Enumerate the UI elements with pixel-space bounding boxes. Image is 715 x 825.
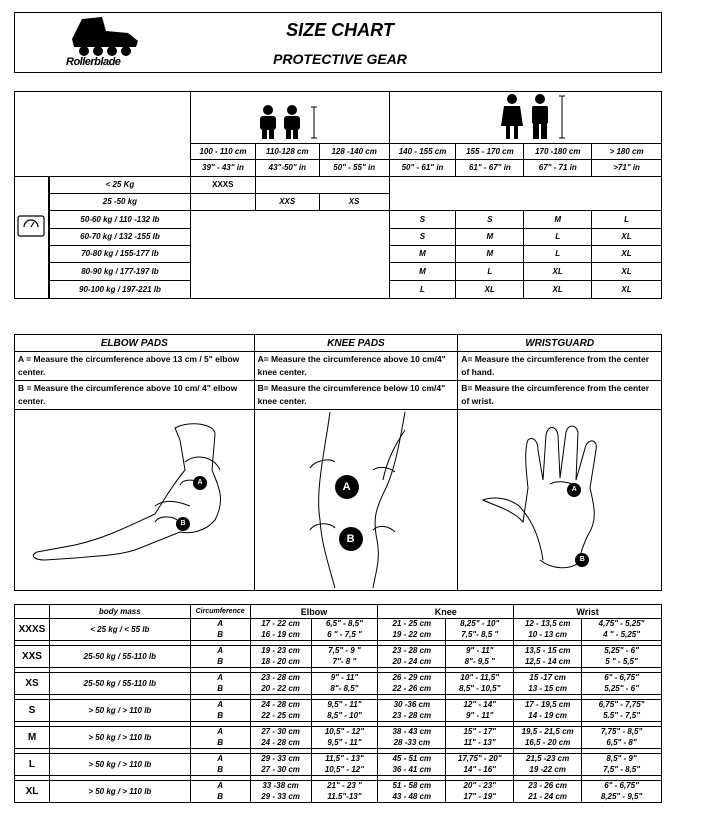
size-cell: XXXS (190, 177, 255, 194)
body-mass-cell: < 25 kg / < 55 lb (49, 619, 190, 641)
height-cm-cell: 170 -180 cm (524, 144, 592, 160)
size-cell: XXS (255, 194, 319, 211)
measurement-cell: 7,75" - 8,5" (582, 727, 662, 738)
size-cell: XL (592, 263, 662, 281)
size-label: M (15, 727, 50, 749)
measurement-cell: 10" - 11,5" (446, 673, 514, 684)
measurement-cell: 9" - 11" (446, 711, 514, 722)
skate-icon (62, 17, 152, 57)
size-cell: M (456, 229, 524, 246)
measurement-cell: 10,5" - 12" (311, 727, 378, 738)
weight-label: 25 -50 kg (50, 194, 191, 211)
height-cm-cell: 100 - 110 cm (191, 144, 256, 160)
measurement-cell: 24 - 28 cm (250, 700, 311, 711)
size-measurement-table (14, 604, 662, 803)
col-circumference: Circumference (190, 605, 250, 619)
size-label: S (15, 700, 50, 722)
col-elbow: Elbow (250, 605, 378, 619)
measurement-cell: 18 - 20 cm (250, 657, 311, 668)
size-label: XXS (15, 646, 50, 668)
size-cell: M (389, 263, 456, 281)
empty-cell (255, 177, 389, 194)
measurement-cell: 17 - 19,5 cm (514, 700, 582, 711)
measurement-cell: 21,5 -23 cm (514, 754, 582, 765)
circumference-label: A (190, 619, 250, 630)
measurement-cell: 8"- 9,5 " (446, 657, 514, 668)
measurement-cell: 15 -17 cm (514, 673, 582, 684)
size-label: L (15, 754, 50, 776)
page-title: SIZE CHART (286, 20, 394, 40)
size-cell: XL (592, 246, 662, 263)
measurement-cell: 23 - 26 cm (514, 781, 582, 792)
measurement-cell: 12,5 - 14 cm (514, 657, 582, 668)
height-table (190, 143, 662, 177)
measurement-cell: 7,5" - 9 " (311, 646, 378, 657)
size-cell: XL (592, 229, 662, 246)
height-in-cell: 43"-50" in (255, 160, 319, 177)
measurement-cell: 19 - 22 cm (378, 630, 446, 641)
size-cell: M (389, 246, 456, 263)
measurement-cell: 6" - 6,75" (582, 673, 662, 684)
circumference-label: A (190, 727, 250, 738)
measurement-cell: 45 - 51 cm (378, 754, 446, 765)
measurement-cell: 30 -36 cm (378, 700, 446, 711)
measurement-cell: 19 - 23 cm (250, 646, 311, 657)
rollerblade-logo (62, 17, 152, 69)
table-row (15, 619, 662, 630)
table-row (15, 646, 662, 657)
measurement-cell: 11" - 13" (446, 738, 514, 749)
size-cell: S (389, 229, 456, 246)
col-wrist: Wrist (514, 605, 662, 619)
circumference-label: B (190, 765, 250, 776)
size-cell: XL (456, 281, 524, 299)
measurement-cell: 23 - 28 cm (378, 646, 446, 657)
weight-label: 80-90 kg / 177-197 lb (50, 263, 191, 281)
circumference-label: A (190, 700, 250, 711)
height-cm-cell: > 180 cm (592, 144, 662, 160)
measurement-cell: 13,5 - 15 cm (514, 646, 582, 657)
elbow-measure-b: B = Measure the circumference above 10 cm/ 4" elbow center. (15, 381, 255, 410)
measurement-cell: 20 - 22 cm (250, 684, 311, 695)
measurement-cell: 12" - 14" (446, 700, 514, 711)
measurement-cell: 51 - 58 cm (378, 781, 446, 792)
scale-icon-column (14, 176, 49, 299)
measurement-cell: 26 - 29 cm (378, 673, 446, 684)
measurement-cell: 17,75" - 20" (446, 754, 514, 765)
height-in-cell: >71" in (592, 160, 662, 177)
measurement-cell: 9" - 11" (311, 673, 378, 684)
empty-cell (190, 211, 389, 299)
measurement-cell: 15" - 17" (446, 727, 514, 738)
circumference-label: B (190, 657, 250, 668)
measurement-cell: 5 " - 5,5" (582, 657, 662, 668)
body-mass-cell: > 50 kg / > 110 lb (49, 727, 190, 749)
adults-icon (498, 94, 570, 140)
measurement-cell: 6,75" - 7,75" (582, 700, 662, 711)
measurement-cell: 10 - 13 cm (514, 630, 582, 641)
elbow-marker-a: A (193, 476, 207, 490)
measurement-cell: 8,5" - 10" (311, 711, 378, 722)
wrist-measure-b: B= Measure the circumference from the center of wrist. (458, 381, 662, 410)
height-cm-cell: 128 -140 cm (319, 144, 389, 160)
measurement-cell: 29 - 33 cm (250, 792, 311, 803)
size-cell: XL (592, 281, 662, 299)
wrist-illustration-cell (458, 410, 662, 591)
circumference-label: B (190, 711, 250, 722)
measurement-cell: 21 - 25 cm (378, 619, 446, 630)
measurement-cell: 16 - 19 cm (250, 630, 311, 641)
size-label: XXXS (15, 619, 50, 641)
measurement-cell: 8,25" - 9,5" (582, 792, 662, 803)
elbow-marker-b: B (176, 517, 190, 531)
measurement-cell: 22 - 26 cm (378, 684, 446, 695)
size-cell: XL (524, 263, 592, 281)
measurement-cell: 27 - 30 cm (250, 727, 311, 738)
wrist-marker-b: B (575, 553, 589, 567)
knee-title: KNEE PADS (254, 335, 458, 352)
body-mass-cell: 25-50 kg / 55-110 lb (49, 646, 190, 668)
circumference-label: A (190, 781, 250, 792)
body-mass-cell: 25-50 kg / 55-110 lb (49, 673, 190, 695)
measurement-cell: 20" - 23" (446, 781, 514, 792)
size-cell: XS (319, 194, 389, 211)
size-cell: M (524, 211, 592, 229)
wrist-marker-a: A (567, 483, 581, 497)
weight-label: 50-60 kg / 110 -132 lb (50, 211, 191, 229)
hand-illustration (458, 410, 660, 589)
measurement-cell: 10,5" - 12" (311, 765, 378, 776)
measurement-cell: 9" - 11" (446, 646, 514, 657)
size-cell: L (524, 246, 592, 263)
height-cm-cell: 140 - 155 cm (389, 144, 456, 160)
size-cell: L (592, 211, 662, 229)
measurement-cell: 8,5" - 10,5" (446, 684, 514, 695)
measurement-cell: 19,5 - 21,5 cm (514, 727, 582, 738)
measurement-cell: 28 -33 cm (378, 738, 446, 749)
weight-label: 70-80 kg / 155-177 lb (50, 246, 191, 263)
measurement-cell: 11,5" - 13" (311, 754, 378, 765)
measurement-cell: 33 -38 cm (250, 781, 311, 792)
circumference-label: A (190, 673, 250, 684)
measurement-cell: 13 - 15 cm (514, 684, 582, 695)
arm-illustration (15, 410, 253, 589)
circumference-label: B (190, 792, 250, 803)
size-cell: S (456, 211, 524, 229)
brand-name: Rollerblade (66, 56, 121, 68)
measurement-cell: 7"- 8 " (311, 657, 378, 668)
elbow-illustration-cell (15, 410, 255, 591)
height-in-cell: 39" - 43" in (191, 160, 256, 177)
measurement-cell: 14 - 19 cm (514, 711, 582, 722)
measurement-cell: 19 -22 cm (514, 765, 582, 776)
empty-cell (190, 194, 255, 211)
table-row (15, 727, 662, 738)
kids-icon (254, 104, 324, 140)
height-in-cell: 67" - 71 in (524, 160, 592, 177)
measurement-cell: 9,5" - 11" (311, 738, 378, 749)
circumference-label: A (190, 646, 250, 657)
height-in-cell: 50" - 55" in (319, 160, 389, 177)
circumference-label: B (190, 630, 250, 641)
measurement-cell: 23 - 28 cm (378, 711, 446, 722)
measurement-cell: 9,5" - 11" (311, 700, 378, 711)
knee-measure-a: A= Measure the circumference above 10 cm/4" knee center. (254, 352, 458, 381)
empty-cell (389, 177, 662, 211)
measurement-cell: 22 - 25 cm (250, 711, 311, 722)
measurement-cell: 6,5" - 8,5" (311, 619, 378, 630)
elbow-title: ELBOW PADS (15, 335, 255, 352)
measurement-cell: 6" - 6,75" (582, 781, 662, 792)
circumference-label: B (190, 684, 250, 695)
wrist-measure-a: A= Measure the circumference from the center of hand. (458, 352, 662, 381)
measurement-cell: 14" - 16" (446, 765, 514, 776)
measurement-cell: 17 - 22 cm (250, 619, 311, 630)
knee-measure-b: B= Measure the circumference below 10 cm/4" knee center. (254, 381, 458, 410)
body-mass-cell: > 50 kg / > 110 lb (49, 754, 190, 776)
measurement-cell: 23 - 28 cm (250, 673, 311, 684)
wrist-title: WRISTGUARD (458, 335, 662, 352)
scale-icon (17, 215, 45, 237)
measurement-cell: 21" - 23 " (311, 781, 378, 792)
measurement-cell: 24 - 28 cm (250, 738, 311, 749)
size-cell: M (456, 246, 524, 263)
size-label: XL (15, 781, 50, 803)
measurement-cell: 12 - 13,5 cm (514, 619, 582, 630)
height-cm-cell: 155 - 170 cm (456, 144, 524, 160)
col-knee: Knee (378, 605, 514, 619)
measurement-cell: 20 - 24 cm (378, 657, 446, 668)
elbow-measure-a: A = Measure the circumference above 13 cm / 5" elbow center. (15, 352, 255, 381)
size-cell: L (456, 263, 524, 281)
body-mass-cell: > 50 kg / > 110 lb (49, 781, 190, 803)
measurement-cell: 5.5" - 7,5" (582, 711, 662, 722)
knee-marker-a: A (335, 475, 359, 499)
measurement-cell: 7,5"- 8,5 " (446, 630, 514, 641)
size-cell: XL (524, 281, 592, 299)
measurement-cell: 17" - 19" (446, 792, 514, 803)
measurement-cell: 16,5 - 20 cm (514, 738, 582, 749)
measurement-cell: 8"- 8,5" (311, 684, 378, 695)
measurement-cell: 8,25" - 10" (446, 619, 514, 630)
leg-illustration (255, 410, 457, 589)
knee-marker-b: B (339, 527, 363, 551)
measurement-cell: 11.5"-13" (311, 792, 378, 803)
table-row (15, 781, 662, 792)
weight-label: 60-70 kg / 132 -155 lb (50, 229, 191, 246)
measurement-cell: 43 - 48 cm (378, 792, 446, 803)
weight-label: < 25 Kg (50, 177, 191, 194)
measurement-cell: 36 - 41 cm (378, 765, 446, 776)
measurement-cell: 21 - 24 cm (514, 792, 582, 803)
size-cell: S (389, 211, 456, 229)
height-cm-cell: 110-128 cm (255, 144, 319, 160)
knee-illustration-cell (254, 410, 458, 591)
circumference-label: A (190, 754, 250, 765)
table-row (15, 673, 662, 684)
table-row (15, 700, 662, 711)
height-in-cell: 50" - 61" in (389, 160, 456, 177)
body-mass-cell: > 50 kg / > 110 lb (49, 700, 190, 722)
measurement-cell: 38 - 43 cm (378, 727, 446, 738)
measurement-cell: 6 " - 7,5 " (311, 630, 378, 641)
table-row (15, 754, 662, 765)
measurement-cell: 5,25" - 6" (582, 684, 662, 695)
weight-table (49, 176, 662, 299)
page-subtitle: PROTECTIVE GEAR (273, 51, 407, 67)
measurement-cell: 8,5" - 9" (582, 754, 662, 765)
measurement-cell: 4 " - 5,25" (582, 630, 662, 641)
weight-label: 90-100 kg / 197-221 lb (50, 281, 191, 299)
empty-cell (15, 605, 50, 619)
measurement-cell: 5,25" - 6" (582, 646, 662, 657)
measurement-table (14, 334, 662, 591)
measurement-cell: 4,75" - 5,25" (582, 619, 662, 630)
measurement-cell: 29 - 33 cm (250, 754, 311, 765)
size-cell: L (389, 281, 456, 299)
measurement-cell: 7,5" - 8,5" (582, 765, 662, 776)
measurement-cell: 6,5" - 8" (582, 738, 662, 749)
size-label: XS (15, 673, 50, 695)
col-body-mass: body mass (49, 605, 190, 619)
size-cell: L (524, 229, 592, 246)
height-in-cell: 61" - 67" in (456, 160, 524, 177)
circumference-label: B (190, 738, 250, 749)
measurement-cell: 27 - 30 cm (250, 765, 311, 776)
